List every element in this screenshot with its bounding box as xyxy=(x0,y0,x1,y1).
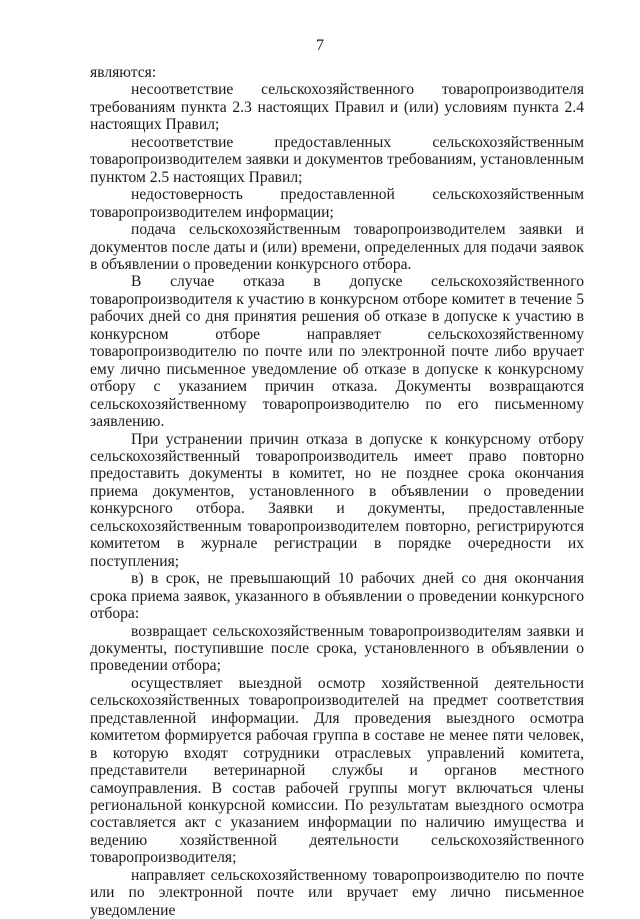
paragraph: возвращает сельскохозяйственным товаропроизводителям заявки и документы, поступившие после срока, установленного в объявлении о проведении отбора; xyxy=(90,622,584,675)
paragraph: направляет сельскохозяйственному товаропроизводителю по почте или по электронной почте или вручает ему лично письменное уведомление xyxy=(90,866,584,919)
paragraph: недостоверность предоставленной сельскохозяйственным товаропроизводителем информации; xyxy=(90,186,584,221)
paragraph: в) в срок, не превышающий 10 рабочих дней со дня окончания срока приема заявок, указанного в объявлении о проведении конкурсного отбора: xyxy=(90,570,584,623)
page-number: 7 xyxy=(316,37,324,54)
paragraph: подача сельскохозяйственным товаропроизводителем заявки и документов после даты и (или) времени, определенных для подачи заявок в объявлении о проведении конкурсного отбора. xyxy=(90,221,584,273)
paragraph: осуществляет выездной осмотр хозяйственной деятельности сельскохозяйственных товаропроизводителей на предмет соответствия представленной информации. Для проведения выездного осмотра комитетом формируется рабочая группа в составе не менее пяти человек, в которую входят сотрудники отраслевых управлений комитета, представители ветеринарной службы и органов местного самоуправления. В состав рабочей группы могут включаться члены региональной конкурсной комиссии. По результатам выездного осмотра составляется акт с указанием информации по наличию имущества и ведению хозяйственной деятельности сельскохозяйственного товаропроизводителя; xyxy=(90,674,584,867)
paragraph: несоответствие сельскохозяйственного товаропроизводителя требованиям пункта 2.3 настоящих Правил и (или) условиям пункта 2.4 настоящих Правил; xyxy=(90,81,584,134)
paragraph: являются: xyxy=(90,64,157,81)
paragraph: При устранении причин отказа в допуске к конкурсному отбору сельскохозяйственный товаропроизводитель имеет право повторно предоставить документы в комитет, но не позднее срока окончания приема документов, установленного в объявлении о проведении конкурсного отбора. Заявки и документы, предоставленные сельскохозяйственным товаропроизводителем повторно, регистрируются комитетом в журнале регистрации в порядке очередности их поступления; xyxy=(90,430,584,570)
paragraph: несоответствие предоставленных сельскохозяйственным товаропроизводителем заявки и документов требованиям, установленным пунктом 2.5 настоящих Правил; xyxy=(90,133,584,186)
body-text xyxy=(90,64,584,919)
paragraph: В случае отказа в допуске сельскохозяйственного товаропроизводителя к участию в конкурсном отборе комитет в течение 5 рабочих дней со дня принятия решения об отказе в допуске к участию в конкурсном отборе направляет сельскохозяйственному товаропроизводителю по почте или по электронной почте либо вручает ему лично письменное уведомление об отказе в допуске к конкурсному отбору с указанием причин отказа. Документы возвращаются сельскохозяйственному товаропроизводителю по его письменному заявлению. xyxy=(90,273,584,431)
